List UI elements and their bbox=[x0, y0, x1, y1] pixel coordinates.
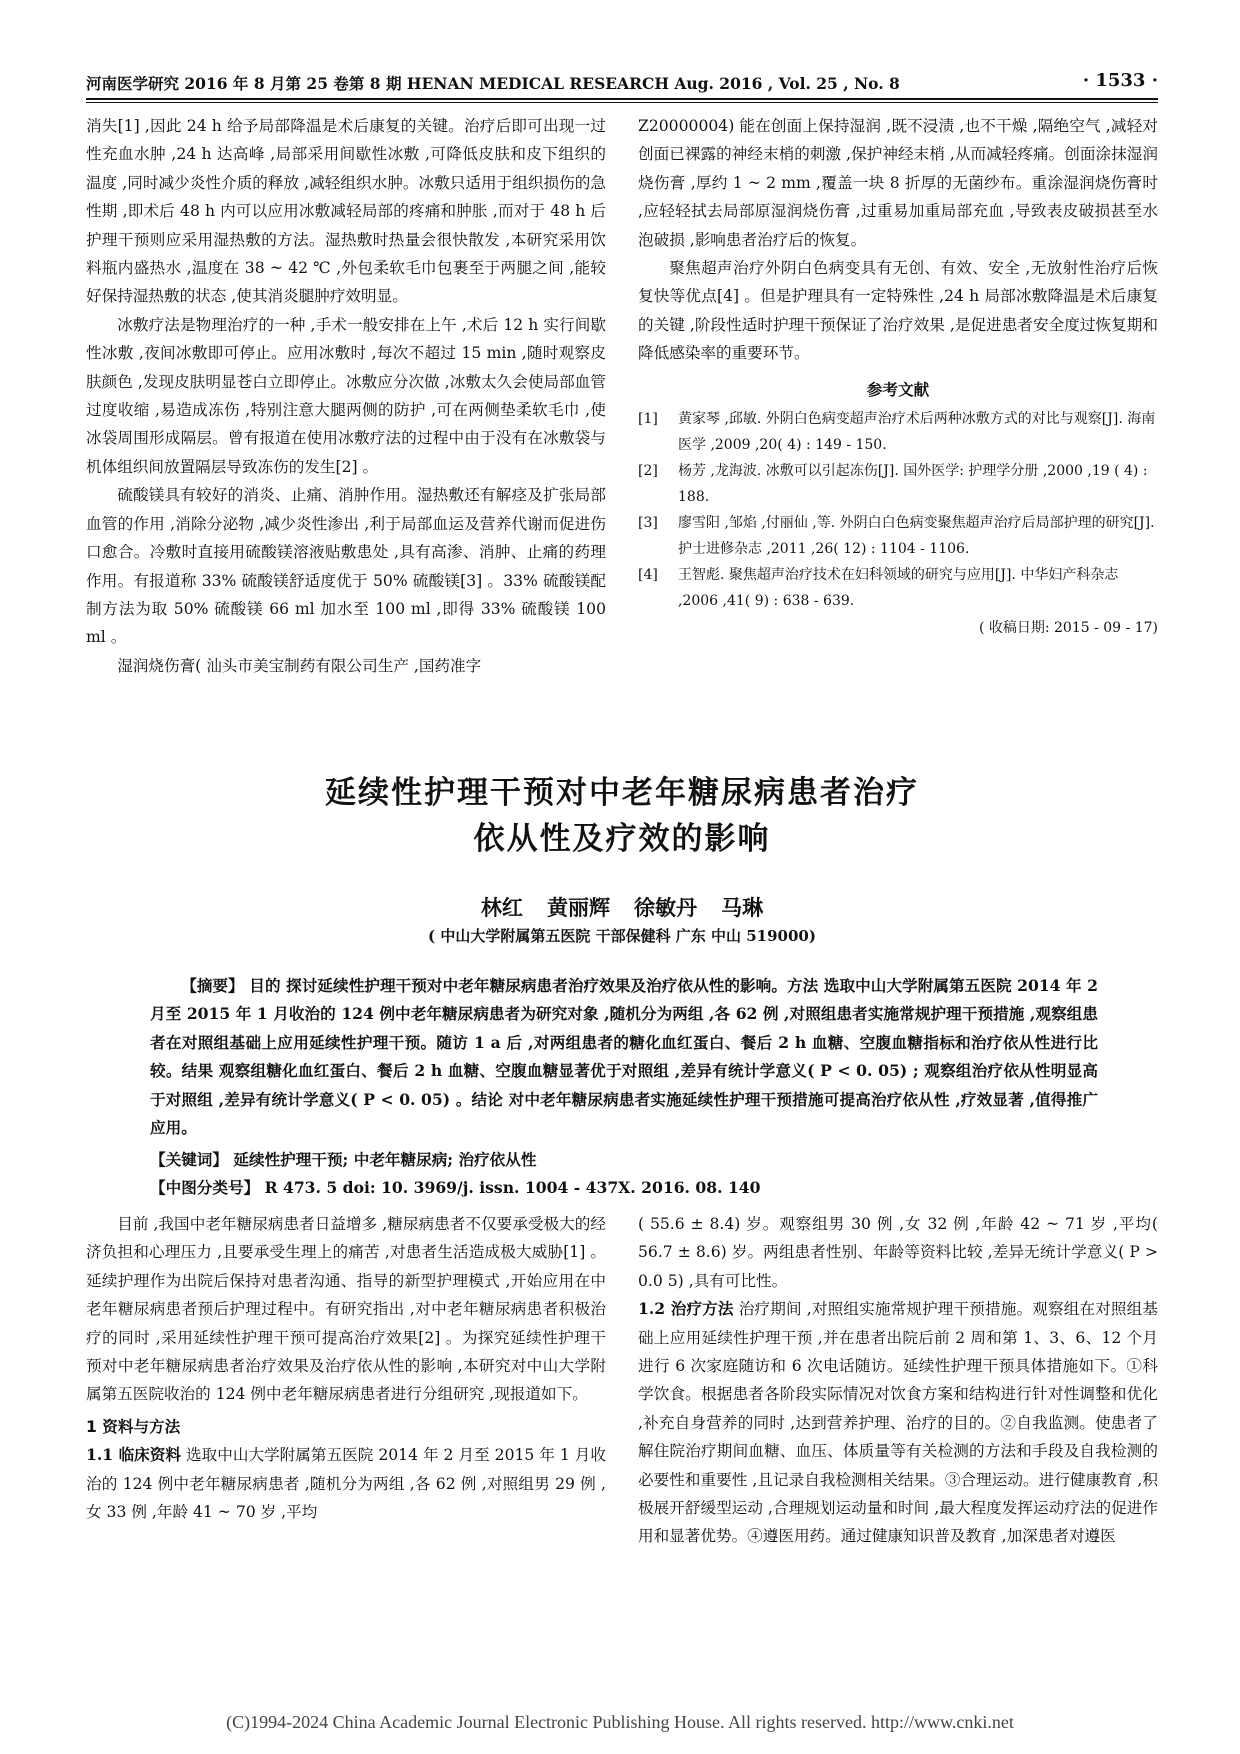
received-date: ( 收稿日期: 2015 - 09 - 17) bbox=[978, 620, 1158, 637]
running-header bbox=[86, 72, 1158, 96]
subsection-label: 1.1 临床资料 bbox=[86, 1445, 182, 1465]
authors: 林红 黄丽辉 徐敏丹 马琳 bbox=[480, 895, 764, 920]
references-title: 参考文献 bbox=[866, 379, 930, 399]
header-rule bbox=[86, 98, 1158, 100]
reference-item bbox=[638, 510, 1158, 562]
continued-paragraph: ( 55.6 ± 8.4) 岁。观察组男 30 例 ,女 32 例 ,年龄 42 ~ 71 岁 ,平均( 56.7 ± 8.6) 岁。两组患者性别、年龄等资料比较 ,差异无统计学意义( P > 0.0 5) ,具有可比性。 bbox=[638, 1215, 1158, 1290]
subsection-1-1 bbox=[86, 1441, 606, 1526]
reference-number: [2] bbox=[638, 463, 658, 480]
abstract-text: 【摘要】 目的 探讨延续性护理干预对中老年糖尿病患者治疗效果及治疗依从性的影响。方法 选取中山大学附属第五医院 2014 年 2 月至 2015 年 1 月收治的 124 例中老年糖尿病患者为研究对象 ,随机分为两组 ,各 62 例 ,对照组患者实施常规护理干预措施 ,观察组患者在对照组基础上应用延续性护理干预。随访 1 a 后 ,对两组患者的糖化血红蛋白、餐后 2 h 血糖、空腹血糖指标和治疗依从性进行比较。结果 观察组糖化血红蛋白、餐后 2 h 血糖、空腹血糖显著优于对照组 ,差异有统计学意义( P < 0. 05) ; 观察组治疗依从性明显高于对照组 ,差异有统计学意义( P < 0. 05) 。结论 对中老年糖尿病患者实施延续性护理干预措施可提高治疗依从性 ,疗效显著 ,值得推广应用。 bbox=[150, 976, 1098, 1138]
prev-para-4: 湿润烧伤膏( 汕头市美宝制药有限公司生产 ,国药准字 bbox=[117, 656, 482, 675]
reference-number: [3] bbox=[638, 515, 658, 532]
reference-number: [4] bbox=[638, 567, 658, 584]
affiliation: ( 中山大学附属第五医院 干部保健科 广东 中山 519000) bbox=[428, 927, 816, 945]
section-heading: 1 资料与方法 bbox=[86, 1417, 181, 1436]
reference-item bbox=[638, 562, 1158, 614]
page-number: · 1533 · bbox=[1082, 70, 1158, 91]
reference-text: 杨芳 ,龙海波. 冰敷可以引起冻伤[J]. 国外医学: 护理学分册 ,2000 ,19 ( 4) : 188. bbox=[678, 463, 1148, 506]
keywords: 【关键词】 延续性护理干预; 中老年糖尿病; 治疗依从性 bbox=[150, 1150, 537, 1169]
subsection-label: 1.2 治疗方法 bbox=[638, 1299, 734, 1319]
reference-text: 黄家琴 ,邱敏. 外阴白色病变超声治疗术后两种冰敷方式的对比与观察[J]. 海南医学 ,2009 ,20( 4) : 149 - 150. bbox=[678, 411, 1156, 454]
classification-doi: 【中图分类号】 R 473. 5 doi: 10. 3969/j. issn. 1004 - 437X. 2016. 08. 140 bbox=[150, 1178, 761, 1198]
header-rule-thin bbox=[86, 102, 1158, 103]
article-title-line-2: 依从性及疗效的影响 bbox=[473, 821, 771, 857]
prev-right-column bbox=[638, 112, 1158, 642]
prev-para-1: 消失[1] ,因此 24 h 给予局部降温是术后康复的关键。治疗后即可出现一过性充血水肿 ,24 h 达高峰 ,局部采用间歇性冰敷 ,可降低皮肤和皮下组织的温度 ,同时减少炎性介质的释放 ,减轻组织水肿。冰敷只适用于组织损伤的急性期 ,即术后 48 h 内可以应用冰敷减轻局部的疼痛和肿胀 ,而对于 48 h 后护理干预则应采用湿热敷的方法。湿热敷时热量会很快散发 ,本研究采用饮料瓶内盛热水 ,温度在 38 ~ 42 ℃ ,外包柔软毛巾包裹至于两腿之间 ,能较好保持湿热敷的状态 ,使其消炎腿肿疗效明显。 bbox=[86, 117, 606, 306]
reference-number: [1] bbox=[638, 411, 658, 428]
reference-text: 廖雪阳 ,邹焰 ,付丽仙 ,等. 外阴白白色病变聚焦超声治疗后局部护理的研究[J]. 护士进修杂志 ,2011 ,26( 12) : 1104 - 1106. bbox=[678, 515, 1155, 558]
intro-paragraph: 目前 ,我国中老年糖尿病患者日益增多 ,糖尿病患者不仅要承受极大的经济负担和心理压力 ,且要承受生理上的痛苦 ,对患者生活造成极大威胁[1] 。延续护理作为出院后保持对患者沟通、指导的新型护理模式 ,开始应用在中老年糖尿病患者预后护理过程中。有研究指出 ,对中老年糖尿病患者积极治疗的同时 ,采用延续性护理干预可提高治疗效果[2] 。为探究延续性护理干预对中老年糖尿病患者治疗效果及治疗依从性的影响 ,本研究对中山大学附属第五医院收治的 124 例中老年糖尿病患者进行分组研究 ,现报道如下。 bbox=[86, 1215, 606, 1404]
copyright-footer: (C)1994-2024 China Academic Journal Electronic Publishing House. All rights reserved. http://www.cnki.net bbox=[226, 1712, 1014, 1732]
keywords-block bbox=[150, 1146, 1098, 1203]
subsection-text: 治疗期间 ,对照组实施常规护理干预措施。观察组在对照组基础上应用延续性护理干预 ,并在患者出院后前 2 周和第 1、3、6、12 个月进行 6 次家庭随访和 6 次电话随访。延续性护理干预具体措施如下。①科学饮食。根据患者各阶段实际情况对饮食方案和结构进行针对性调整和优化 ,补充自身营养的同时 ,达到营养护理、治疗的目的。②自我监测。使患者了解住院治疗期间血糖、血压、体质量等有关检测的方法和手段及自我检测的必要性和重要性 ,且记录自我检测相关结果。③合理运动。进行健康教育 ,积极展开舒缓型运动 ,合理规划运动量和时间 ,最大程度发挥运动疗法的促进作用和显著优势。④遵医用药。通过健康知识普及教育 ,加深患者对遵医 bbox=[638, 1300, 1158, 1546]
reference-item bbox=[638, 458, 1158, 510]
prev-para-5: Z20000004) 能在创面上保持湿润 ,既不浸渍 ,也不干燥 ,隔绝空气 ,减轻对创面已裸露的神经末梢的刺激 ,保护神经末梢 ,从而减轻疼痛。创面涂抹湿润烧伤膏 ,厚约 1 ~ 2 mm ,覆盖一块 8 折厚的无菌纱布。重涂湿润烧伤膏时 ,应轻轻拭去局部原湿润烧伤膏 ,过重易加重局部充血 ,导致表皮破损甚至水泡破损 ,影响患者治疗后的恢复。 bbox=[638, 117, 1158, 249]
journal-header: 河南医学研究 2016 年 8 月第 25 卷第 8 期 HENAN MEDICAL RESEARCH Aug. 2016 , Vol. 25 , No. 8 bbox=[86, 74, 900, 93]
body-left-column bbox=[86, 1210, 606, 1526]
abstract bbox=[150, 972, 1098, 1142]
article-title-line-1: 延续性护理干预对中老年糖尿病患者治疗 bbox=[325, 775, 919, 811]
prev-left-column bbox=[86, 112, 606, 680]
body-right-column bbox=[638, 1210, 1158, 1551]
subsection-1-2 bbox=[638, 1295, 1158, 1551]
prev-para-2: 冰敷疗法是物理治疗的一种 ,手术一般安排在上午 ,术后 12 h 实行间歇性冰敷 ,夜间冰敷即可停止。应用冰敷时 ,每次不超过 15 min ,随时观察皮肤颜色 ,发现皮肤明显苍白立即停止。冰敷应分次做 ,冰敷太久会使局部血管过度收缩 ,易造成冻伤 ,特别注意大腿两侧的防护 ,可在两侧垫柔软毛巾 ,使冰袋周围形成隔层。曾有报道在使用冰敷疗法的过程中由于没有在冰敷袋与机体组织间放置隔层导致冻伤的发生[2] 。 bbox=[86, 315, 606, 476]
prev-para-6: 聚焦超声治疗外阴白色病变具有无创、有效、安全 ,无放射性治疗后恢复快等优点[4] 。但是护理具有一定特殊性 ,24 h 局部冰敷降温是术后康复的关键 ,阶段性适时护理干预保证了治疗效果 ,是促进患者安全度过恢复期和降低感染率的重要环节。 bbox=[638, 259, 1158, 363]
prev-para-3: 硫酸镁具有较好的消炎、止痛、消肿作用。湿热敷还有解痉及扩张局部血管的作用 ,消除分泌物 ,减少炎性渗出 ,利于局部血运及营养代谢而促进伤口愈合。冷敷时直接用硫酸镁溶液贴敷患处 ,具有高渗、消肿、止痛的药理作用。有报道称 33% 硫酸镁舒适度优于 50% 硫酸镁[3] 。33% 硫酸镁配制方法为取 50% 硫酸镁 66 ml 加水至 100 ml ,即得 33% 硫酸镁 100 ml 。 bbox=[86, 486, 606, 647]
subsection-text: 选取中山大学附属第五医院 2014 年 2 月至 2015 年 1 月收治的 124 例中老年糖尿病患者 ,随机分为两组 ,各 62 例 ,对照组男 29 例 ,女 33 例 ,年龄 41 ~ 70 岁 ,平均 bbox=[86, 1446, 607, 1522]
article-title bbox=[86, 770, 1158, 862]
reference-item bbox=[638, 406, 1158, 458]
reference-text: 王智彪. 聚焦超声治疗技术在妇科领域的研究与应用[J]. 中华妇产科杂志 ,2006 ,41( 9) : 638 - 639. bbox=[678, 567, 1119, 610]
